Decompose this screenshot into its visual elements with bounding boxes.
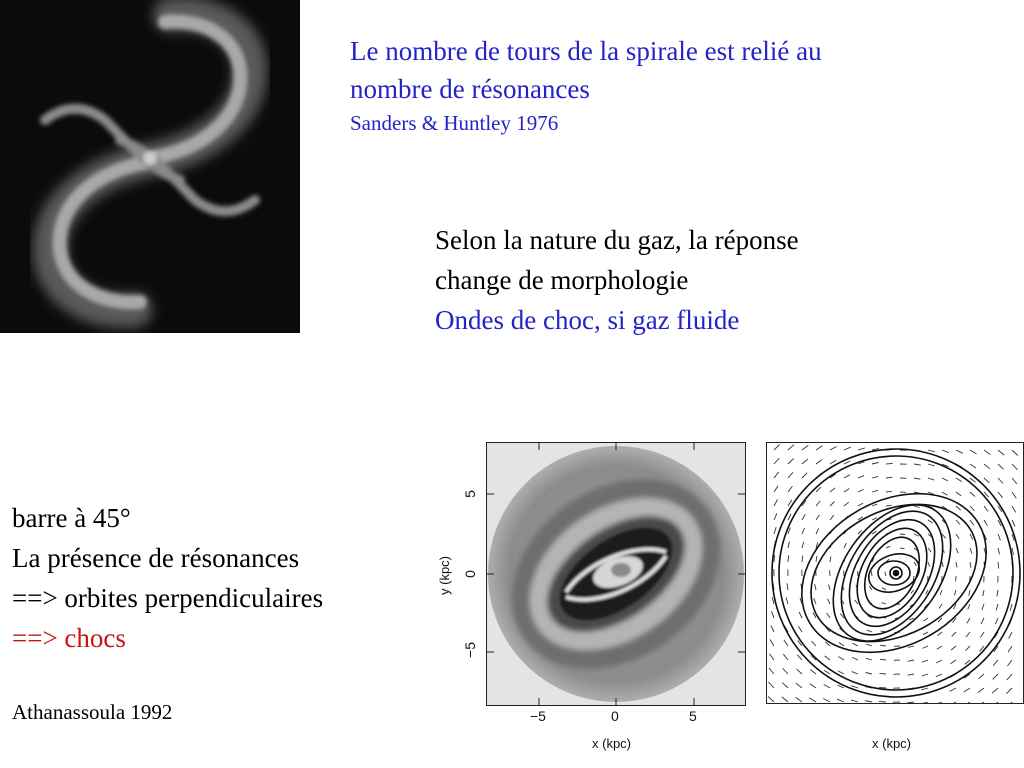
- title-line-2: nombre de résonances: [350, 74, 590, 104]
- orbit-velocity-plot: [766, 442, 1024, 704]
- title-citation: Sanders & Huntley 1976: [350, 111, 559, 135]
- x-tick-label: 0: [611, 708, 619, 724]
- bar-line-1: barre à 45°: [12, 503, 131, 533]
- velocity-arrow: [879, 701, 886, 702]
- velocity-arrow: [879, 687, 886, 688]
- gas-line-2: change de morphologie: [435, 265, 689, 295]
- gas-block: [435, 220, 995, 340]
- right-x-axis-label: x (kpc): [872, 736, 911, 751]
- gas-line-3: Ondes de choc, si gaz fluide: [435, 305, 740, 335]
- velocity-arrow: [774, 555, 775, 562]
- left-y-axis-label: y (kpc): [437, 556, 452, 595]
- y-tick-label: −5: [461, 642, 478, 658]
- x-tick-label: 5: [689, 708, 697, 724]
- bar-line-3: ==> orbites perpendiculaires: [12, 583, 324, 613]
- title-block: [350, 32, 990, 138]
- velocity-arrow: [900, 534, 905, 535]
- author-citation: Athanassoula 1992: [12, 700, 173, 724]
- velocity-arrow: [871, 571, 872, 576]
- bar-line-4: ==> chocs: [12, 623, 126, 653]
- gas-line-1: Selon la nature du gaz, la réponse: [435, 225, 799, 255]
- bar-block: [12, 498, 432, 658]
- velocity-arrow: [880, 673, 887, 674]
- gas-density-plot: [486, 442, 746, 706]
- y-tick-label: 5: [461, 490, 478, 498]
- y-tick-label: 0: [461, 570, 478, 578]
- left-x-axis-label: x (kpc): [592, 736, 631, 751]
- title-line-1: Le nombre de tours de la spirale est relié au: [350, 36, 822, 66]
- velocity-arrow: [886, 463, 893, 464]
- x-tick-label: −5: [530, 708, 546, 724]
- spiral-simulation-image: [0, 0, 300, 333]
- bar-line-2: La présence de résonances: [12, 543, 300, 573]
